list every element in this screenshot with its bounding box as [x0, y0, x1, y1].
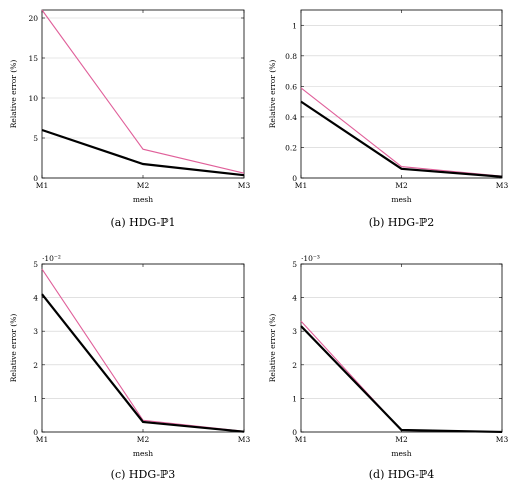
panel-caption: (c) HDG-ℙ3: [110, 468, 176, 480]
x-tick-label: M1: [294, 435, 308, 444]
y-tick-label: 0: [292, 428, 297, 437]
y-tick-label: 4: [292, 293, 297, 303]
chart-panel: [9, 254, 250, 480]
x-tick-label: M1: [35, 435, 49, 444]
y-tick-label: 1: [292, 394, 297, 404]
panel-caption: (a) HDG-ℙ1: [110, 216, 176, 229]
x-tick-label: M3: [495, 435, 509, 444]
y-tick-label: 0: [33, 174, 38, 183]
x-axis-label: mesh: [132, 449, 154, 458]
x-tick-label: M3: [495, 181, 509, 190]
y-tick-label: 4: [33, 293, 38, 303]
y-tick-label: 15: [28, 54, 38, 63]
chart-panel: [268, 254, 508, 480]
y-axis-label: Relative error (%): [9, 59, 18, 129]
x-tick-label: M2: [395, 181, 408, 190]
x-tick-label: M2: [136, 181, 150, 190]
y-tick-label: 0: [33, 428, 38, 437]
axes-frame: [301, 10, 502, 178]
y-tick-label: 0.6: [285, 82, 297, 92]
y-tick-label: 0: [292, 174, 297, 183]
y-tick-label: 1: [33, 394, 38, 404]
y-tick-label: 1: [292, 21, 297, 31]
y-tick-label: 0.8: [285, 51, 297, 61]
y-multiplier-label: ·10⁻³: [301, 254, 320, 263]
series-line-black: [301, 102, 502, 177]
y-axis-label: Relative error (%): [9, 313, 18, 383]
y-tick-label: 10: [28, 94, 38, 103]
axes-frame: [301, 264, 502, 432]
axes-frame: [42, 10, 244, 178]
series-line-black: [301, 326, 502, 432]
x-axis-label: mesh: [132, 195, 154, 204]
x-tick-label: M3: [237, 181, 251, 190]
x-tick-label: M1: [294, 181, 308, 190]
axes-frame: [42, 264, 244, 432]
x-tick-label: M2: [395, 435, 408, 444]
y-axis-label: Relative error (%): [268, 59, 277, 129]
chart-panel: [9, 10, 250, 229]
y-tick-label: 2: [33, 360, 38, 370]
y-tick-label: 2: [292, 360, 297, 370]
y-tick-label: 5: [33, 134, 38, 143]
series-line-pink: [42, 10, 244, 173]
y-tick-label: 20: [28, 14, 38, 23]
y-tick-label: 5: [292, 260, 297, 269]
x-axis-label: mesh: [391, 195, 412, 204]
y-tick-label: 3: [292, 327, 297, 337]
chart-panel: [268, 10, 508, 229]
y-tick-label: 5: [33, 260, 38, 269]
series-line-pink: [301, 321, 502, 432]
y-tick-label: 0.4: [285, 112, 297, 122]
x-tick-label: M2: [136, 435, 150, 444]
x-tick-label: M1: [35, 181, 49, 190]
y-axis-label: Relative error (%): [268, 313, 277, 383]
series-line-pink: [42, 269, 244, 431]
panel-caption: (d) HDG-ℙ4: [368, 468, 435, 480]
series-line-black: [42, 130, 244, 175]
panel-caption: (b) HDG-ℙ2: [368, 216, 435, 229]
y-tick-label: 0.2: [285, 143, 297, 153]
y-tick-label: 3: [33, 327, 38, 337]
series-line-pink: [301, 88, 502, 176]
x-tick-label: M3: [237, 435, 251, 444]
x-axis-label: mesh: [391, 449, 412, 458]
y-multiplier-label: ·10⁻²: [42, 254, 61, 263]
